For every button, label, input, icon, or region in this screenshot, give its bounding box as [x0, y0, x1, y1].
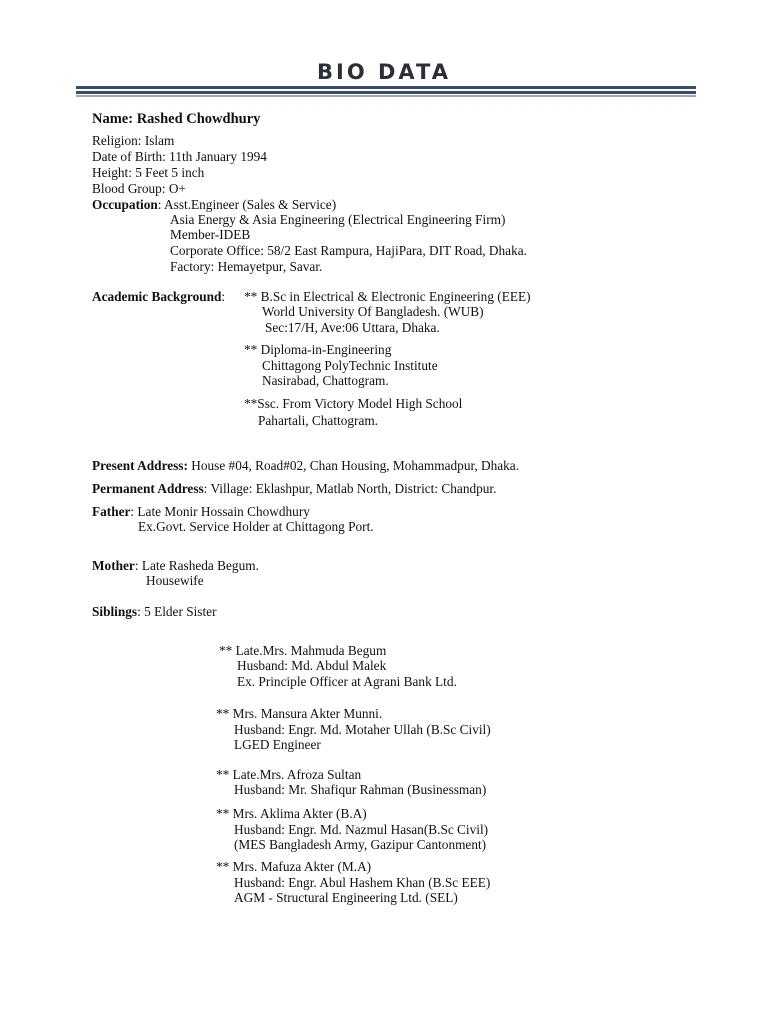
occupation-factory: Factory: Hemayetpur, Savar. — [170, 259, 323, 274]
name-value: Rashed Chowdhury — [136, 111, 261, 127]
father-occupation: Ex.Govt. Service Holder at Chittagong Port. — [138, 519, 374, 534]
father-label: Father — [92, 504, 131, 519]
permanent-address-label: Permanent Address — [92, 481, 204, 496]
siblings-label: Siblings — [92, 604, 138, 619]
name-line — [92, 111, 260, 127]
academic-colon: : — [221, 289, 226, 304]
permanent-address-value: : Village: Eklashpur, Matlab North, District: Chandpur. — [203, 481, 497, 496]
academic-ssc-school: **Ssc. From Victory Model High School — [244, 396, 463, 411]
sibling-3-name: ** Late.Mrs. Afroza Sultan — [216, 767, 362, 782]
sibling-2-husband: Husband: Engr. Md. Motaher Ullah (B.Sc Civil) — [234, 722, 491, 737]
permanent-address — [92, 481, 496, 497]
header-rule-middle — [76, 91, 696, 94]
name-label: Name: — [92, 111, 134, 127]
academic-bsc-institution: World University Of Bangladesh. (WUB) — [262, 304, 484, 319]
sibling-4-husband: Husband: Engr. Md. Nazmul Hasan(B.Sc Civil) — [234, 822, 489, 837]
sibling-2-name: ** Mrs. Mansura Akter Munni. — [216, 706, 383, 721]
sibling-4-husband-occupation: (MES Bangladesh Army, Gazipur Cantonment) — [234, 837, 487, 852]
occupation-membership: Member-IDEB — [170, 227, 251, 242]
religion: Religion: Islam — [92, 133, 175, 148]
occupation-label: Occupation — [92, 197, 158, 212]
height: Height: 5 Feet 5 inch — [92, 165, 205, 180]
academic-diploma-institution: Chittagong PolyTechnic Institute — [262, 358, 438, 373]
academic-label: Academic Background — [92, 289, 222, 304]
header-rule-top — [76, 86, 696, 89]
siblings-line — [92, 604, 217, 620]
sibling-1-husband-occupation: Ex. Principle Officer at Agrani Bank Ltd. — [237, 674, 457, 689]
blood-group: Blood Group: O+ — [92, 181, 186, 196]
mother-line — [92, 558, 259, 574]
father-line — [92, 504, 310, 520]
sibling-3-husband: Husband: Mr. Shafiqur Rahman (Businessman) — [234, 782, 487, 797]
sibling-2-husband-occupation: LGED Engineer — [234, 737, 321, 752]
mother-label: Mother — [92, 558, 135, 573]
academic-ssc-address: Pahartali, Chattogram. — [258, 413, 379, 428]
date-of-birth: Date of Birth: 11th January 1994 — [92, 149, 267, 164]
mother-occupation: Housewife — [146, 573, 204, 588]
sibling-5-husband: Husband: Engr. Abul Hashem Khan (B.Sc EEE) — [234, 875, 491, 890]
occupation-value: : Asst.Engineer (Sales & Service) — [157, 197, 337, 212]
present-address-value: House #04, Road#02, Chan Housing, Mohammadpur, Dhaka. — [187, 458, 520, 473]
sibling-1-name: ** Late.Mrs. Mahmuda Begum — [219, 643, 387, 658]
present-address — [92, 458, 519, 474]
academic-diploma-degree: ** Diploma-in-Engineering — [244, 342, 392, 357]
academic-bsc-address: Sec:17/H, Ave:06 Uttara, Dhaka. — [265, 320, 440, 335]
academic-heading — [92, 289, 225, 305]
header-rule-bottom — [76, 95, 696, 97]
occupation-company: Asia Energy & Asia Engineering (Electrical Engineering Firm) — [170, 212, 506, 227]
document-title: BIO DATA — [317, 60, 451, 84]
present-address-label: Present Address: — [92, 458, 188, 473]
sibling-1-husband: Husband: Md. Abdul Malek — [237, 658, 387, 673]
academic-bsc-degree: ** B.Sc in Electrical & Electronic Engineering (EEE) — [244, 289, 531, 304]
sibling-5-name: ** Mrs. Mafuza Akter (M.A) — [216, 859, 372, 874]
occupation-line — [92, 197, 336, 213]
siblings-value: : 5 Elder Sister — [137, 604, 217, 619]
occupation-corporate-office: Corporate Office: 58/2 East Rampura, HajiPara, DIT Road, Dhaka. — [170, 243, 527, 258]
academic-diploma-address: Nasirabad, Chattogram. — [262, 373, 389, 388]
sibling-4-name: ** Mrs. Aklima Akter (B.A) — [216, 806, 367, 821]
father-value: : Late Monir Hossain Chowdhury — [130, 504, 310, 519]
mother-value: : Late Rasheda Begum. — [134, 558, 259, 573]
sibling-5-husband-occupation: AGM - Structural Engineering Ltd. (SEL) — [234, 890, 458, 905]
